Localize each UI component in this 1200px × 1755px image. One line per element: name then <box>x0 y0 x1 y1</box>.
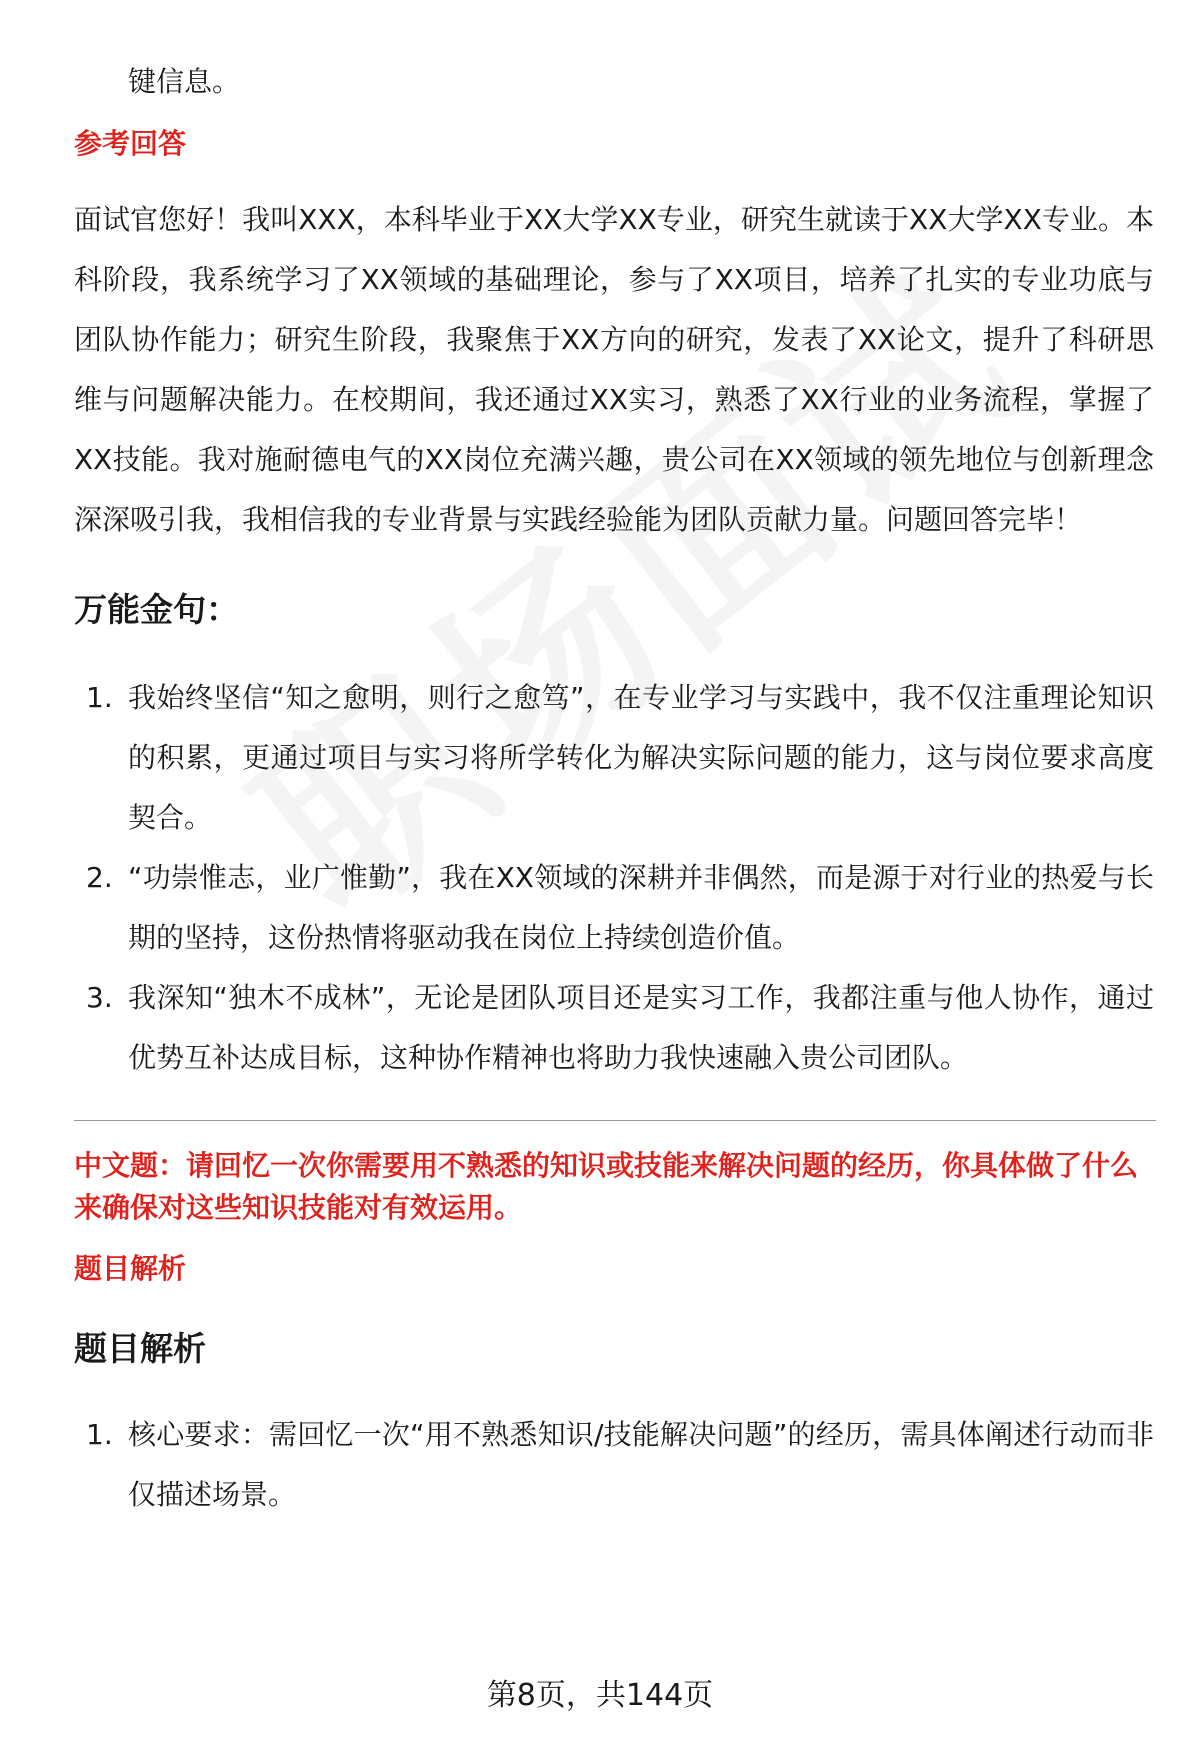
list-number: 1. <box>86 681 113 714</box>
section-divider <box>74 1120 1156 1121</box>
list-number: 3. <box>86 981 113 1014</box>
analysis-title: 题目解析 <box>74 1329 206 1368</box>
page-footer: 第8页，共144页 <box>486 1678 714 1713</box>
analysis-heading-red: 题目解析 <box>74 1252 187 1285</box>
answer-paragraph: 面试官您好！我叫XXX，本科毕业于XX大学XX专业，研究生就读于XX大学XX专业。本科阶段，我系统学习了XX领域的基础理论，参与了XX项目，培养了扎实的专业功底与团队协作能力；研究生阶段，我聚焦于XX方向的研究，发表了XX论文，提升了科研思维与问题解决能力。在校期间，我还通过XX实习，熟悉了XX行业的业务流程，掌握了XX技能。我对施耐德电气的XX岗位充满兴趣，贵公司在XX领域的领先地位与创新理念深深吸引我，我相信我的专业背景与实践经验能为团队贡献力量。问题回答完毕！ <box>74 203 1154 536</box>
page-content <box>74 52 1154 1525</box>
continued-text: 键信息。 <box>128 65 241 98</box>
analysis-list <box>74 1405 1154 1525</box>
list-number: 1. <box>86 1418 113 1451</box>
golden-sentences-list <box>74 668 1154 1088</box>
list-item <box>74 848 1154 968</box>
list-item-text: “功崇惟志，业广惟勤”，我在XX领域的深耕并非偶然，而是源于对行业的热爱与长期的坚持，这份热情将驱动我在岗位上持续创造价值。 <box>128 861 1154 954</box>
list-item-text: 核心要求：需回忆一次“用不熟悉知识/技能解决问题”的经历，需具体阐述行动而非仅描述场景。 <box>128 1418 1154 1511</box>
list-item-text: 我始终坚信“知之愈明，则行之愈笃”，在专业学习与实践中，我不仅注重理论知识的积累，更通过项目与实习将所学转化为解决实际问题的能力，这与岗位要求高度契合。 <box>128 681 1154 834</box>
list-item <box>74 968 1154 1088</box>
list-number: 2. <box>86 861 113 894</box>
golden-sentences-title: 万能金句： <box>74 590 239 629</box>
list-item <box>74 1405 1154 1525</box>
question-text: 中文题：请回忆一次你需要用不熟悉的知识或技能来解决问题的经历，你具体做了什么来确保对这些知识技能对有效运用。 <box>74 1149 1139 1224</box>
list-item <box>74 668 1154 848</box>
list-item-text: 我深知“独木不成林”，无论是团队项目还是实习工作，我都注重与他人协作，通过优势互补达成目标，这种协作精神也将助力我快速融入贵公司团队。 <box>128 981 1154 1074</box>
answer-heading: 参考回答 <box>74 127 187 160</box>
